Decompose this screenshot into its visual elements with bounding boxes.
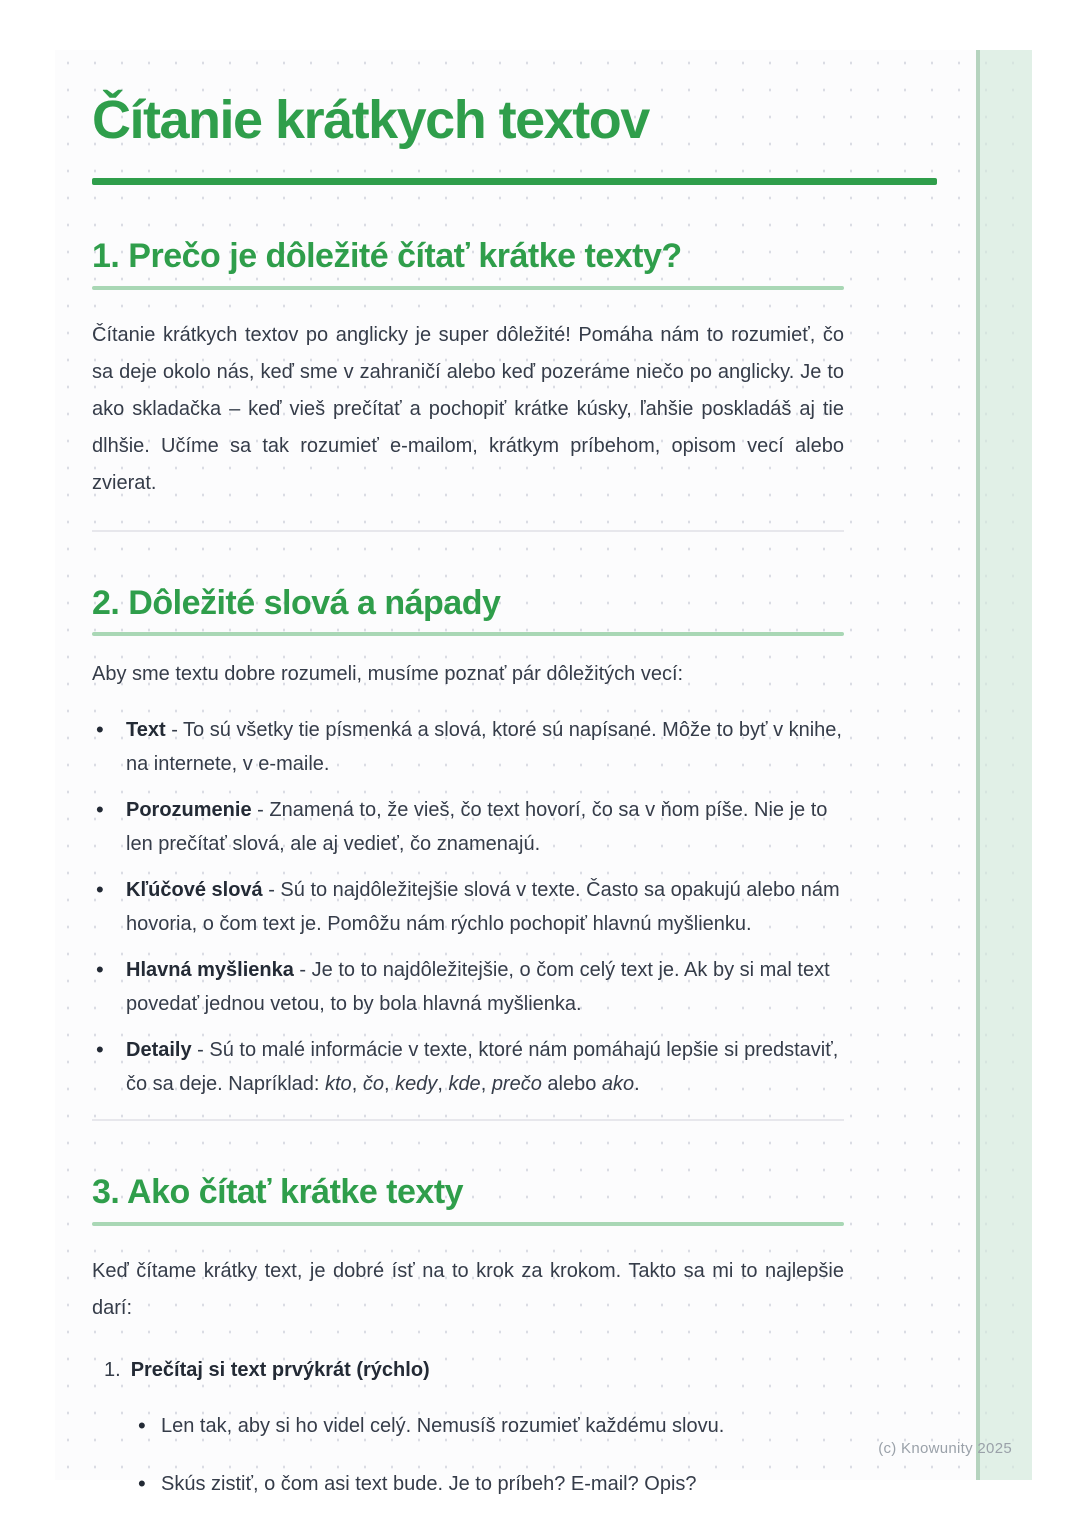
term-label: Hlavná myšlienka: [126, 959, 294, 982]
text-run: - To sú všetky tie písmenká a slová, ktoré sú napísané. Môže to byť v knihe, na internete, v e-maile.: [126, 719, 842, 776]
italic-text: prečo: [491, 1073, 542, 1096]
text-run: - Sú to najdôležitejšie slová v texte. Často sa opakujú alebo nám hovoria, o čom text je. Pomôžu nám rýchlo pochopiť hlavnú myšlienku.: [126, 879, 840, 936]
text-run: alebo: [541, 1073, 602, 1096]
section-1-paragraph: Čítanie krátkych textov po anglicky je super dôležité! Pomáha nám to rozumieť, čo sa deje okolo nás, keď sme v zahraničí alebo keď pozeráme niečo po anglicky. Je to ako skladačka – keď vieš prečítať a pochopiť krátke kúsky, ľahšie poskladáš aj tie dlhšie. Učíme sa tak rozumieť e-mailom, krátkym príbehom, opisom vecí alebo zvierat.: [92, 323, 844, 494]
substep-item: • Len tak, aby si ho videl celý. Nemusíš rozumieť každému slovu.: [138, 1409, 844, 1443]
section-divider-1: [92, 530, 844, 532]
italic-text: ako: [601, 1073, 635, 1096]
section-heading-2: 2. Dôležité slová a nápady: [92, 583, 501, 622]
title-rule: [92, 178, 937, 185]
term-label: Detaily: [126, 1039, 192, 1062]
content-column: [92, 88, 844, 1525]
italic-text: čo: [362, 1073, 384, 1096]
key-term-item: [92, 953, 844, 1021]
section-rule-3: [92, 1222, 844, 1226]
italic-text: kedy: [395, 1073, 438, 1096]
step-title: Prečítaj si text prvýkrát (rýchlo): [130, 1359, 430, 1382]
text-run: ,: [383, 1073, 396, 1096]
substep-item: • Skús zistiť, o čom asi text bude. Je to príbeh? E-mail? Opis?: [138, 1467, 844, 1501]
italic-text: kde: [448, 1073, 481, 1096]
section-heading-3: 3. Ako čítať krátke texty: [92, 1173, 464, 1212]
key-term-item: [92, 873, 844, 941]
text-run: ,: [351, 1073, 363, 1096]
text-run: .: [634, 1073, 640, 1096]
section-rule-1: [92, 286, 844, 290]
text-run: - Znamená to, že vieš, čo text hovorí, čo sa v ňom píše. Nie je to len prečítať slová, ale aj vedieť, čo znamenajú.: [126, 799, 828, 856]
key-term-item: [92, 713, 844, 781]
section-3-intro: Keď čítame krátky text, je dobré ísť na to krok za krokom. Takto sa mi to najlepšie darí:: [92, 1260, 844, 1320]
key-terms-list: [92, 713, 844, 1101]
step-number: 1.: [104, 1359, 121, 1382]
watermark: (c) Knowunity 2025: [878, 1440, 1012, 1457]
key-term-item: [92, 1033, 844, 1101]
text-run: - Je to to najdôležitejšie, o čom celý text je. Ak by si mal text povedať jednou vetou, to by bola hlavná myšlienka.: [126, 959, 830, 1016]
term-label: Kľúčové slová: [126, 879, 263, 902]
section-how-to-read: [92, 1172, 844, 1501]
text-run: ,: [437, 1073, 449, 1096]
text-run: ,: [480, 1073, 492, 1096]
page-title: Čítanie krátkych textov: [92, 90, 649, 150]
term-label: Text: [126, 719, 166, 742]
text-run: - Sú to malé informácie v texte, ktoré nám pomáhajú lepšie si predstaviť, čo sa deje. Napríklad:: [126, 1039, 839, 1096]
step-heading: [92, 1353, 844, 1387]
section-why-important: [92, 236, 844, 502]
step-substeps-list: [92, 1409, 844, 1501]
section-rule-2: [92, 632, 844, 636]
section-heading-1: 1. Prečo je dôležité čítať krátke texty?: [92, 236, 682, 275]
section-key-words: [92, 583, 844, 1102]
section-2-intro: Aby sme textu dobre rozumeli, musíme poznať pár dôležitých vecí:: [92, 663, 684, 686]
side-stripe: [976, 50, 1032, 1480]
section-divider-2: [92, 1119, 844, 1121]
key-term-item: [92, 793, 844, 861]
italic-text: kto: [325, 1073, 352, 1096]
steps-list: [92, 1353, 844, 1501]
term-label: Porozumenie: [126, 799, 252, 822]
step-item: [92, 1353, 844, 1501]
